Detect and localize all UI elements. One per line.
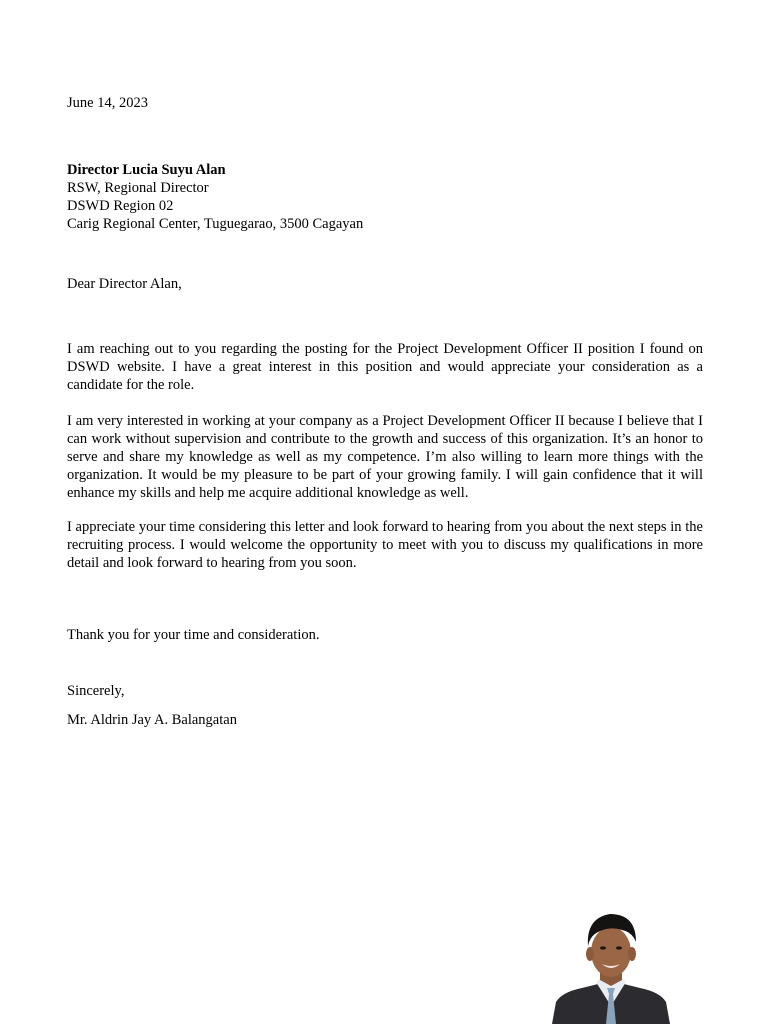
body-paragraph-1: I am reaching out to you regarding the posting for the Project Development Officer II position I found on DSWD website. I have a great interest in this position and would appreciate your consideration as a candidate for the role.	[67, 341, 703, 393]
recipient-address: Carig Regional Center, Tuguegarao, 3500 Cagayan	[67, 216, 364, 232]
letter-date: June 14, 2023	[67, 95, 148, 111]
closing: Sincerely,	[67, 683, 125, 699]
recipient-name: Director Lucia Suyu Alan	[67, 162, 226, 178]
applicant-photo	[552, 906, 670, 1024]
body-paragraph-2: I am very interested in working at your company as a Project Development Officer II because I believe that I can work without supervision and contribute to the growth and success of this organization. It’s an honor to serve and share my knowledge as well as my competence. I’m also willing to learn more things with the organization. It would be my pleasure to be part of your growing family. I will gain confidence that it will enhance my skills and help me acquire additional knowledge as well.	[67, 413, 703, 501]
signature-name: Mr. Aldrin Jay A. Balangatan	[67, 712, 237, 728]
salutation: Dear Director Alan,	[67, 276, 182, 292]
recipient-title: RSW, Regional Director	[67, 180, 209, 196]
recipient-office: DSWD Region 02	[67, 198, 174, 214]
recipient-block	[67, 161, 363, 233]
thanks-line: Thank you for your time and consideration.	[67, 627, 320, 643]
body-paragraph-3: I appreciate your time considering this letter and look forward to hearing from you about the next steps in the recruiting process. I would welcome the opportunity to meet with you to discuss my qualifications in more detail and look forward to hearing from you soon.	[67, 519, 703, 571]
